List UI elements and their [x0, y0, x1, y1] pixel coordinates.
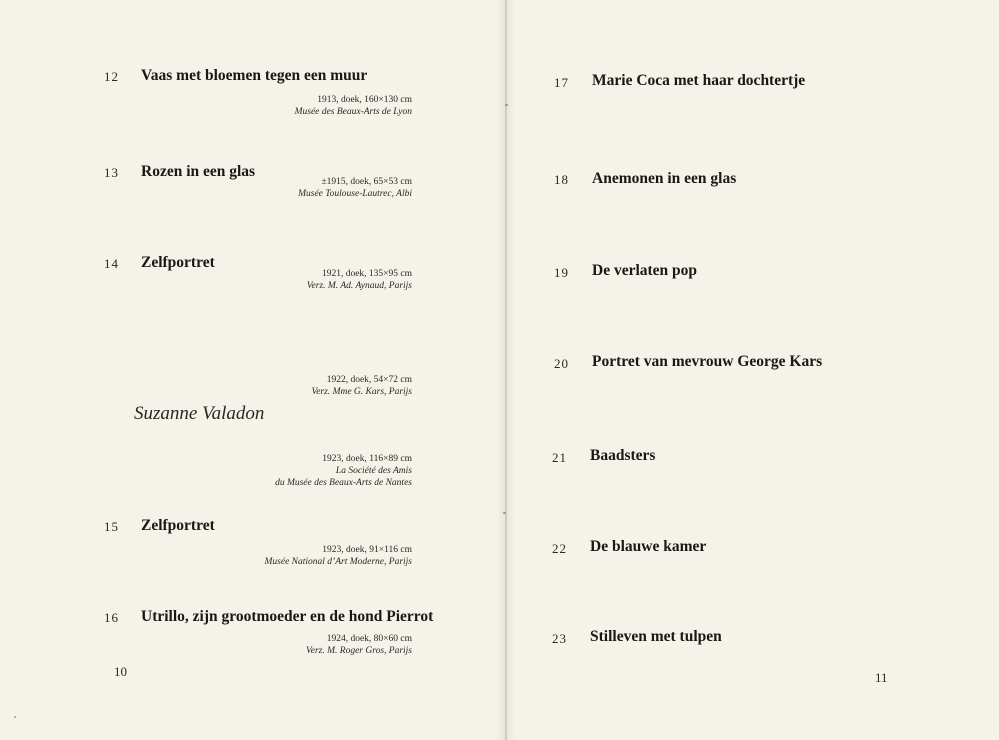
paper-speck: [14, 716, 16, 718]
entry-collection: Verz. M. Roger Gros, Parijs: [306, 646, 412, 656]
entry-number: 20: [554, 356, 569, 371]
entry-collection: Musée Toulouse-Lautrec, Albi: [298, 189, 412, 199]
entry-collection: Musée des Beaux-Arts de Lyon: [294, 107, 412, 117]
entry-details: [275, 453, 412, 489]
entry-date-medium-size: 1924, doek, 80×60 cm: [326, 634, 412, 644]
entry-details: [306, 633, 412, 657]
entry-collection: Verz. M. Ad. Aynaud, Parijs: [306, 281, 412, 291]
paper-speck: [503, 512, 506, 514]
entry-title: Anemonen in een glas: [592, 170, 737, 187]
entry-number: 17: [554, 75, 569, 90]
entry-title: Stilleven met tulpen: [590, 628, 722, 645]
entry-collection-line-2: du Musée des Beaux-Arts de Nantes: [275, 478, 412, 488]
entry-title: Vaas met bloemen tegen een muur: [141, 67, 368, 84]
entry-title: Baadsters: [590, 447, 656, 464]
entry-title: De verlaten pop: [592, 262, 698, 279]
entry-details: [298, 176, 412, 200]
entry-date-medium-size: 1923, doek, 116×89 cm: [322, 454, 412, 464]
entry-date-medium-size: 1923, doek, 91×116 cm: [322, 545, 412, 555]
entry-number: 23: [552, 631, 567, 646]
entry-title: Portret van mevrouw George Kars: [592, 353, 823, 370]
entry-number: 16: [104, 610, 119, 625]
entry-details: [295, 94, 412, 118]
page-number: 10: [114, 664, 127, 679]
artist-heading: Suzanne Valadon: [134, 403, 265, 424]
entry-number: 21: [552, 450, 567, 465]
entry-title: Utrillo, zijn grootmoeder en de hond Pierrot: [141, 608, 434, 625]
paper-speck: [505, 104, 508, 106]
entry-number: 14: [104, 256, 119, 271]
entry-details: [265, 544, 413, 568]
entry-date-medium-size: 1921, doek, 135×95 cm: [321, 269, 412, 279]
entry-number: 19: [554, 265, 569, 280]
entry-collection: La Société des Amis: [335, 466, 412, 476]
entry-number: 15: [104, 519, 119, 534]
entry-title: Zelfportret: [141, 254, 215, 271]
entry-collection: Musée National d’Art Moderne, Parijs: [264, 557, 412, 567]
entry-title: De blauwe kamer: [590, 538, 707, 555]
entry-details: [311, 374, 412, 398]
entry-collection: Verz. Mme G. Kars, Parijs: [311, 387, 412, 397]
entry-title: Zelfportret: [141, 517, 215, 534]
entry-title: Rozen in een glas: [141, 163, 256, 180]
entry-date-medium-size: 1922, doek, 54×72 cm: [326, 375, 412, 385]
entry-number: 13: [104, 165, 119, 180]
page-number: 11: [875, 670, 888, 685]
entry-number: 12: [104, 69, 119, 84]
entry-number: 22: [552, 541, 567, 556]
entry-title: Marie Coca met haar dochtertje: [592, 72, 806, 89]
entry-details: [307, 268, 412, 292]
entry-date-medium-size: 1913, doek, 160×130 cm: [317, 95, 412, 105]
entry-number: 18: [554, 172, 569, 187]
entry-date-medium-size: ±1915, doek, 65×53 cm: [321, 177, 412, 187]
